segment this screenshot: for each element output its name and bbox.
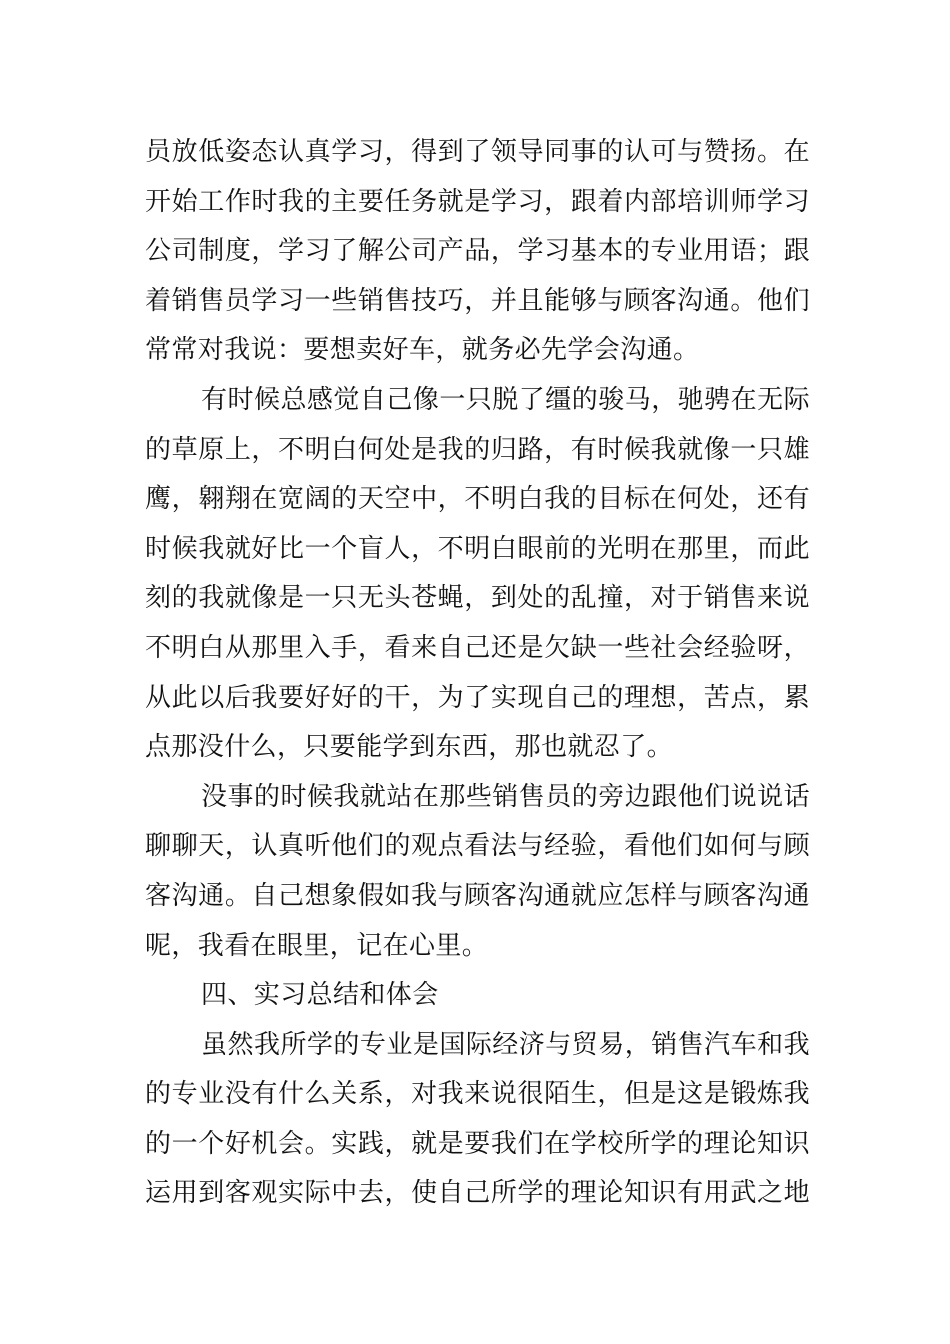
text-line: 运用到客观实际中去，使自己所学的理论知识有用武之地	[145, 1178, 810, 1209]
text-line: 有时候总感觉自己像一只脱了缰的骏马，驰骋在无际	[201, 384, 810, 415]
text-line: 时候我就好比一个盲人，不明白眼前的光明在那里，而此	[145, 533, 810, 564]
text-line: 公司制度，学习了解公司产品，学习基本的专业用语；跟	[145, 236, 810, 267]
text-line: 的专业没有什么关系，对我来说很陌生，但是这是锻炼我	[145, 1079, 810, 1110]
text-line: 聊聊天，认真听他们的观点看法与经验，看他们如何与顾	[145, 831, 810, 862]
text-line: 客沟通。自己想象假如我与顾客沟通就应怎样与顾客沟通	[145, 880, 810, 911]
text-line: 没事的时候我就站在那些销售员的旁边跟他们说说话	[201, 781, 810, 812]
paragraph	[145, 1021, 810, 1219]
text-line: 点那没什么，只要能学到东西，那也就忍了。	[145, 732, 674, 763]
text-line: 的草原上，不明白何处是我的归路，有时候我就像一只雄	[145, 434, 810, 465]
text-line: 刻的我就像是一只无头苍蝇，到处的乱撞，对于销售来说	[145, 583, 810, 614]
text-line: 开始工作时我的主要任务就是学习，跟着内部培训师学习	[145, 186, 810, 217]
document-body	[145, 128, 810, 1219]
text-line: 的一个好机会。实践，就是要我们在学校所学的理论知识	[145, 1128, 810, 1159]
text-line: 四、实习总结和体会	[201, 980, 439, 1011]
paragraph	[145, 376, 810, 773]
text-line: 着销售员学习一些销售技巧，并且能够与顾客沟通。他们	[145, 285, 810, 316]
text-line: 员放低姿态认真学习，得到了领导同事的认可与赞扬。在	[145, 137, 810, 167]
text-line: 常常对我说：要想卖好车，就务必先学会沟通。	[145, 335, 700, 366]
text-line: 虽然我所学的专业是国际经济与贸易，销售汽车和我	[201, 1029, 810, 1060]
text-line: 呢，我看在眼里，记在心里。	[145, 930, 489, 961]
paragraph	[145, 773, 810, 971]
paragraph	[145, 128, 810, 376]
text-line: 鹰，翱翔在宽阔的天空中，不明白我的目标在何处，还有	[145, 484, 810, 515]
text-line: 从此以后我要好好的干，为了实现自己的理想，苦点，累	[145, 682, 810, 713]
paragraph	[145, 971, 810, 1021]
text-line: 不明白从那里入手，看来自己还是欠缺一些社会经验呀，	[145, 632, 810, 663]
